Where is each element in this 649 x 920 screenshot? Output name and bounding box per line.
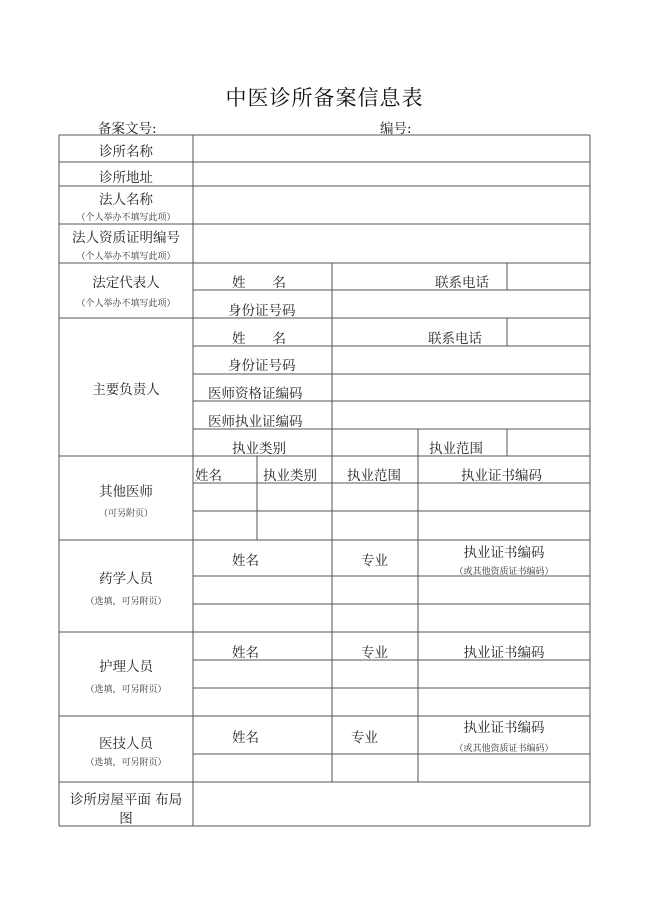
legal-rep-phone-label: 联系电话	[435, 275, 489, 291]
technician-note: （选填，可另附页）	[85, 758, 167, 768]
nursing-note: （选填，可另附页）	[85, 685, 167, 695]
record-number-label: 备案文号:	[98, 121, 157, 137]
head-qual-cert-label: 医师资格证编码	[208, 386, 303, 402]
floor-plan-label-cont: 图	[119, 811, 133, 827]
technician-cert-note: （或其他资质证书编码）	[454, 744, 554, 754]
head-phone-label: 联系电话	[428, 331, 482, 347]
nursing-label: 护理人员	[99, 659, 153, 675]
pharmacy-col-name: 姓名	[232, 553, 259, 569]
serial-number-label: 编号:	[380, 121, 412, 137]
nursing-col-name: 姓名	[232, 645, 259, 661]
clinic-name-label: 诊所名称	[99, 144, 153, 160]
legal-cert-label: 法人资质证明编号	[72, 230, 180, 246]
other-doctors-col-name: 姓名	[195, 468, 222, 484]
pharmacy-note: （选填，可另附页）	[85, 597, 167, 607]
pharmacy-label: 药学人员	[99, 571, 153, 587]
legal-rep-note: （个人举办不填写此项）	[76, 299, 176, 309]
other-doctors-col-scope: 执业范围	[347, 468, 401, 484]
head-id-label: 身份证号码	[228, 358, 296, 374]
legal-entity-label: 法人名称	[99, 192, 153, 208]
technician-label: 医技人员	[99, 736, 153, 752]
head-practice-type-label: 执业类别	[232, 441, 286, 457]
other-doctors-note: （可另附页）	[98, 509, 153, 519]
legal-entity-note: （个人举办不填写此项）	[76, 213, 176, 223]
legal-cert-note: （个人举办不填写此项）	[76, 252, 176, 262]
pharmacy-col-cert: 执业证书编码	[463, 545, 545, 561]
pharmacy-cert-note: （或其他资质证书编码）	[454, 567, 554, 577]
form-title: 中医诊所备案信息表	[225, 86, 424, 110]
nursing-col-cert: 执业证书编码	[463, 645, 545, 661]
head-name-label: 姓 名	[232, 331, 286, 347]
head-label: 主要负责人	[92, 382, 160, 398]
nursing-col-major: 专业	[361, 645, 388, 661]
head-license-cert-label: 医师执业证编码	[208, 414, 303, 430]
head-practice-scope-label: 执业范围	[429, 441, 483, 457]
technician-col-major: 专业	[351, 730, 378, 746]
legal-rep-label: 法定代表人	[92, 275, 160, 291]
floor-plan-label: 诊所房屋平面 布局	[69, 792, 183, 808]
pharmacy-col-major: 专业	[361, 553, 388, 569]
clinic-address-label: 诊所地址	[99, 170, 153, 186]
legal-rep-id-label: 身份证号码	[228, 303, 296, 319]
other-doctors-label: 其他医师	[99, 484, 153, 500]
other-doctors-col-type: 执业类别	[263, 468, 317, 484]
legal-rep-name-label: 姓 名	[232, 275, 286, 291]
technician-col-cert: 执业证书编码	[463, 720, 545, 736]
technician-col-name: 姓名	[232, 730, 259, 746]
other-doctors-col-cert: 执业证书编码	[461, 468, 542, 484]
